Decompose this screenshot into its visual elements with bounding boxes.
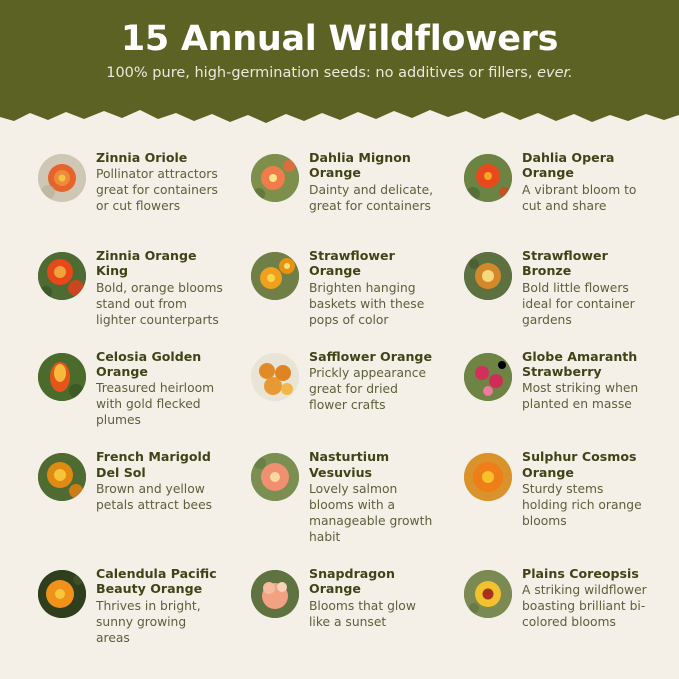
list-item [450, 140, 655, 238]
item-text [96, 449, 223, 514]
snapdragon-orange-photo [251, 570, 299, 618]
dahlia-mignon-orange-photo [251, 154, 299, 202]
list-item [237, 140, 442, 238]
subtitle-text: 100% pure, high-germination seeds: no additives or fillers, [106, 64, 533, 81]
item-name: Plains Coreopsis [522, 566, 639, 581]
list-item [450, 339, 655, 440]
item-name: French Marigold Del Sol [96, 449, 211, 480]
strawflower-bronze-photo [464, 252, 512, 300]
item-name: Zinnia Orange King [96, 248, 197, 279]
page-title: 15 Annual Wildflowers [120, 19, 559, 59]
item-text [309, 150, 436, 215]
zinnia-orange-king-photo [38, 252, 86, 300]
list-item [237, 339, 442, 440]
item-text [96, 566, 223, 647]
list-item [237, 238, 442, 339]
list-item [24, 556, 229, 657]
torn-paper-edge [0, 107, 679, 132]
item-description: A striking wildflower boasting brilliant bi-colored blooms [522, 583, 647, 630]
item-name: Safflower Orange [309, 348, 432, 364]
item-text [309, 566, 436, 631]
item-text [522, 449, 649, 530]
item-description: Sturdy stems holding rich orange blooms [522, 482, 642, 529]
calendula-pacific-beauty-orange-photo [38, 570, 86, 618]
list-item [450, 238, 655, 339]
item-name: Zinnia Oriole [96, 150, 188, 165]
item-name: Globe Amaranth Strawberry [522, 348, 638, 380]
sulphur-cosmos-orange-photo [464, 453, 512, 501]
item-description: Pollinator attractors great for containers or cut flowers [96, 167, 218, 214]
item-name: Strawflower Orange [309, 248, 395, 279]
list-item [450, 439, 655, 556]
page-subtitle [0, 65, 679, 82]
item-description: A vibrant bloom to cut and share [522, 182, 637, 213]
header-banner [0, 0, 679, 132]
item-text [96, 150, 223, 215]
flower-grid [0, 140, 679, 657]
item-name: Strawflower Bronze [522, 248, 608, 279]
list-item [237, 556, 442, 657]
item-description: Lovely salmon blooms with a manageable growth habit [309, 482, 433, 545]
strawflower-orange-photo [251, 252, 299, 300]
nasturtium-vesuvius-photo [251, 453, 299, 501]
item-name: Dahlia Mignon Orange [309, 150, 411, 181]
list-item [24, 339, 229, 440]
list-item [24, 439, 229, 556]
zinnia-oriole-photo [38, 154, 86, 202]
item-description: Dainty and delicate, great for containers [309, 182, 434, 213]
item-text [309, 248, 436, 329]
item-name: Nasturtium Vesuvius [309, 449, 390, 480]
subtitle-emphasis: ever. [537, 64, 573, 81]
item-text [96, 248, 223, 329]
item-name: Snapdragon Orange [309, 566, 395, 597]
item-description: Brighten hanging baskets with these pops of color [309, 280, 425, 327]
item-name: Sulphur Cosmos Orange [522, 449, 637, 480]
list-item [24, 140, 229, 238]
item-description: Bold, orange blooms stand out from lighter counterparts [96, 280, 223, 327]
globe-amaranth-strawberry-photo [464, 353, 512, 401]
item-text [309, 349, 436, 414]
dahlia-opera-orange-photo [464, 154, 512, 202]
item-description: Most striking when planted en masse [522, 381, 639, 412]
item-description: Prickly appearance great for dried flower crafts [309, 366, 427, 412]
item-description: Bold little flowers ideal for container gardens [522, 280, 635, 327]
list-item [450, 556, 655, 657]
list-item [24, 238, 229, 339]
item-text [309, 449, 436, 546]
item-text [522, 150, 649, 215]
celosia-golden-orange-photo [38, 353, 86, 401]
item-name: Calendula Pacific Beauty Orange [96, 566, 217, 597]
plains-coreopsis-photo [464, 570, 512, 618]
item-description: Blooms that glow like a sunset [309, 598, 416, 629]
list-item [237, 439, 442, 556]
item-name: Celosia Golden Orange [96, 348, 202, 380]
safflower-orange-photo [251, 353, 299, 401]
item-text [96, 349, 223, 430]
item-text [522, 248, 649, 329]
item-text [522, 566, 649, 631]
item-description: Treasured heirloom with gold flecked plumes [96, 381, 215, 428]
item-name: Dahlia Opera Orange [522, 150, 615, 181]
item-description: Brown and yellow petals attract bees [96, 482, 213, 513]
item-description: Thrives in bright, sunny growing areas [96, 598, 201, 645]
french-marigold-del-sol-photo [38, 453, 86, 501]
item-text [522, 349, 649, 414]
